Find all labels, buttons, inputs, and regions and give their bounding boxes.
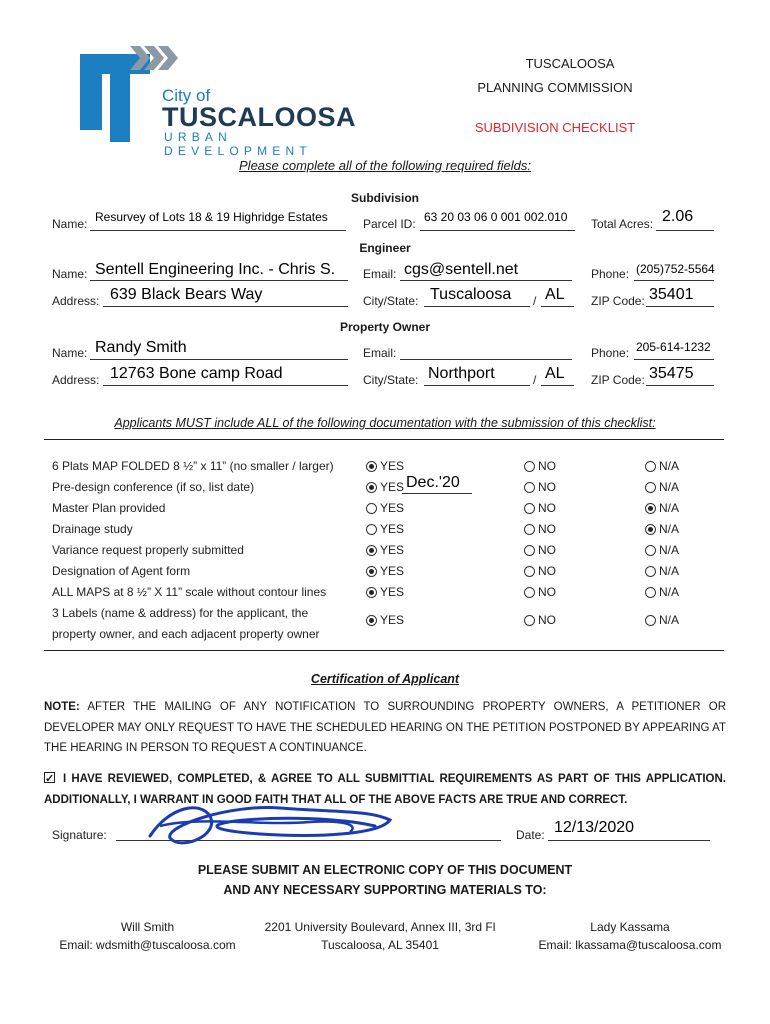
checklist-option-no[interactable] <box>524 501 556 515</box>
checklist-option-label: NO <box>538 501 556 515</box>
radio-button-icon[interactable] <box>366 482 377 493</box>
owner-city-line <box>424 385 530 386</box>
checklist-item-label <box>52 603 320 645</box>
radio-button-icon[interactable] <box>645 587 656 598</box>
owner-phone-line <box>634 359 714 360</box>
logo-tuscaloosa: TUSCALOOSA <box>162 102 356 132</box>
owner-address-field[interactable]: 12763 Bone camp Road <box>110 365 283 382</box>
checklist-option-label: N/A <box>659 459 680 473</box>
engineer-city-field[interactable]: Tuscaloosa <box>430 286 512 303</box>
engineer-name-label: Name: <box>52 267 88 281</box>
owner-address-label: Address: <box>52 373 100 387</box>
engineer-email-label: Email: <box>363 267 397 281</box>
owner-email-line <box>400 359 572 360</box>
checklist-option-yes[interactable] <box>366 613 404 627</box>
checklist-option-label: NO <box>538 613 556 627</box>
engineer-state-field[interactable]: AL <box>545 286 565 303</box>
engineer-zip-field[interactable]: 35401 <box>649 286 694 303</box>
checklist-option-no[interactable] <box>524 459 556 473</box>
checklist-option-label: NO <box>538 564 556 578</box>
checklist-item-text: 6 Plats MAP FOLDED 8 ½” x 11” (no smaller / larger) <box>52 459 334 473</box>
checklist-option-yes[interactable] <box>366 522 404 536</box>
checklist-item-text: ALL MAPS at 8 ½” X 11” scale without contour lines <box>52 585 327 599</box>
radio-button-icon[interactable] <box>366 587 377 598</box>
checklist-option-label: NO <box>538 459 556 473</box>
checklist-option-yes[interactable] <box>366 585 404 599</box>
engineer-city-line <box>424 306 530 307</box>
checklist-item-text: 3 Labels (name & address) for the applicant, the <box>52 606 309 620</box>
engineer-email-line <box>400 280 572 281</box>
checklist-item-text: Drainage study <box>52 522 133 536</box>
engineer-city-state-separator: / <box>533 294 537 308</box>
owner-city-label: City/State: <box>363 373 419 387</box>
checklist-item-label <box>52 561 190 582</box>
owner-heading: Property Owner <box>339 320 431 334</box>
note-text: AFTER THE MAILING OF ANY NOTIFICATION TO SURROUNDING PROPERTY OWNERS, A PETITIONER OR DEVELOPER MAY ONLY REQUEST TO HAVE THE SCHEDULED HEARING ON THE PETITION POSTPONED BY APPEARING AT THE HEARING IN PERSON TO REQUEST A CONTINUANCE. <box>44 701 726 754</box>
checklist-option-label: N/A <box>659 501 680 515</box>
agreement-text: I HAVE REVIEWED, COMPLETED, & AGREE TO ALL SUBMITTIAL REQUIREMENTS AS PART OF THIS APPLICATION. ADDITIONALLY, I WARRANT IN GOOD FAITH THAT ALL OF THE ABOVE FACTS ARE TRUE AND CORRECT. <box>44 773 726 806</box>
engineer-zip-label: ZIP Code: <box>591 294 645 308</box>
owner-city-state-separator: / <box>533 373 537 387</box>
checklist-option-na[interactable] <box>645 585 679 599</box>
checklist-option-label: NO <box>538 480 556 494</box>
engineer-name-line <box>90 280 348 281</box>
checklist-note-line <box>402 493 472 494</box>
engineer-address-field[interactable]: 639 Black Bears Way <box>110 286 263 303</box>
city-logo <box>78 44 368 158</box>
radio-button-icon[interactable] <box>366 503 377 514</box>
engineer-state-line <box>541 306 574 307</box>
date-field[interactable]: 12/13/2020 <box>554 819 635 836</box>
checklist-option-na[interactable] <box>645 501 679 515</box>
checklist-item-label <box>52 582 326 603</box>
checklist-heading: Applicants MUST include ALL of the following documentation with the submission of this checklist: <box>114 416 656 430</box>
radio-button-icon[interactable] <box>645 482 656 493</box>
contact-left <box>40 918 255 954</box>
checklist-option-label: YES <box>380 613 405 627</box>
checklist-note-field[interactable]: Dec.'20 <box>406 474 460 491</box>
radio-button-icon[interactable] <box>366 461 377 472</box>
org-subname: PLANNING COMMISSION <box>477 80 633 95</box>
checklist-item-text: Designation of Agent form <box>52 564 191 578</box>
checklist-item-label <box>52 456 334 477</box>
checklist-item-label <box>52 519 133 540</box>
radio-button-icon[interactable] <box>524 615 535 626</box>
logo-city-of: City of <box>162 86 211 105</box>
agreement-checkbox[interactable] <box>44 772 55 783</box>
owner-zip-label: ZIP Code: <box>591 373 645 387</box>
checklist-item-text: Pre-design conference (if so, list date) <box>52 480 255 494</box>
checklist-option-label: YES <box>380 501 405 515</box>
checklist-option-label: YES <box>380 459 405 473</box>
checklist-option-na[interactable] <box>645 459 679 473</box>
checklist-option-label: YES <box>380 543 405 557</box>
subdivision-name-field[interactable]: Resurvey of Lots 18 & 19 Highridge Estates <box>95 210 328 224</box>
checklist-item-text-continued: property owner, and each adjacent property owner <box>52 627 320 641</box>
engineer-name-field[interactable]: Sentell Engineering Inc. - Chris S. <box>95 261 336 278</box>
radio-button-icon[interactable] <box>645 461 656 472</box>
checklist-option-label: N/A <box>659 564 680 578</box>
checklist-option-no[interactable] <box>524 564 556 578</box>
engineer-heading: Engineer <box>359 241 411 255</box>
signature-scribble[interactable] <box>140 796 400 856</box>
date-line <box>548 840 710 841</box>
checkmark-icon: ✓ <box>45 773 55 785</box>
engineer-address-label: Address: <box>52 294 100 308</box>
checklist-option-label: YES <box>380 480 405 494</box>
checklist-option-label: N/A <box>659 585 680 599</box>
radio-button-icon[interactable] <box>524 524 535 535</box>
owner-name-label: Name: <box>52 346 88 360</box>
checklist-option-label: N/A <box>659 613 680 627</box>
contact-right-email[interactable]: Email: lkassama@tuscaloosa.com <box>538 938 722 952</box>
subdivision-name-label: Name: <box>52 217 88 231</box>
total-acres-field[interactable]: 2.06 <box>662 208 694 225</box>
contact-center <box>250 918 510 954</box>
radio-button-icon[interactable] <box>645 615 656 626</box>
checklist-option-label: YES <box>380 564 405 578</box>
engineer-email-field[interactable]: cgs@sentell.net <box>404 261 519 278</box>
checklist-bottom-rule <box>44 650 724 651</box>
checklist-item-label <box>52 498 165 519</box>
radio-button-icon[interactable] <box>366 545 377 556</box>
radio-button-icon[interactable] <box>645 503 656 514</box>
checklist-option-no[interactable] <box>524 613 556 627</box>
engineer-city-label: City/State: <box>363 294 419 308</box>
checklist-top-rule <box>44 439 724 440</box>
certification-heading: Certification of Applicant <box>310 672 460 686</box>
owner-address-line <box>103 385 348 386</box>
checklist-option-label: NO <box>538 543 556 557</box>
total-acres-line <box>656 230 714 231</box>
owner-name-field[interactable]: Randy Smith <box>95 339 187 356</box>
engineer-phone-field[interactable]: (205)752-5564 <box>636 262 715 276</box>
parcel-id-line <box>420 230 575 231</box>
checklist-option-label: NO <box>538 522 556 536</box>
radio-button-icon[interactable] <box>524 566 535 577</box>
checklist-option-label: N/A <box>659 522 680 536</box>
checklist-option-label: N/A <box>659 543 680 557</box>
contact-right-name: Lady Kassama <box>590 920 670 934</box>
checklist-option-yes[interactable] <box>366 564 404 578</box>
owner-email-label: Email: <box>363 346 397 360</box>
checklist-option-label: NO <box>538 585 556 599</box>
owner-phone-label: Phone: <box>591 346 630 360</box>
contact-left-name: Will Smith <box>120 920 175 934</box>
engineer-zip-line <box>646 306 714 307</box>
engineer-phone-line <box>634 280 714 281</box>
subdivision-name-line <box>90 230 346 231</box>
checklist-option-na[interactable] <box>645 480 679 494</box>
signature-label: Signature: <box>52 828 107 842</box>
radio-button-icon[interactable] <box>524 545 535 556</box>
owner-state-field[interactable]: AL <box>545 365 565 382</box>
checklist-option-yes[interactable] <box>366 459 404 473</box>
parcel-id-label: Parcel ID: <box>363 217 416 231</box>
checklist-option-label: YES <box>380 522 405 536</box>
checklist-item-label <box>52 477 254 498</box>
owner-state-line <box>541 385 574 386</box>
owner-phone-field[interactable]: 205-614-1232 <box>636 340 711 354</box>
checklist-option-na[interactable] <box>645 522 679 536</box>
contact-right <box>515 918 745 954</box>
org-name: TUSCALOOSA <box>525 56 615 71</box>
checklist-option-yes[interactable] <box>366 501 404 515</box>
checklist-option-no[interactable] <box>524 585 556 599</box>
checklist-option-yes[interactable] <box>366 480 404 494</box>
radio-button-icon[interactable] <box>524 503 535 514</box>
owner-name-line <box>90 359 348 360</box>
checklist-option-na[interactable] <box>645 613 679 627</box>
radio-button-icon[interactable] <box>366 524 377 535</box>
checklist-option-no[interactable] <box>524 522 556 536</box>
subdivision-heading: Subdivision <box>350 191 419 205</box>
radio-button-icon[interactable] <box>366 566 377 577</box>
checklist-option-no[interactable] <box>524 543 556 557</box>
engineer-phone-label: Phone: <box>591 267 630 281</box>
parcel-id-field[interactable]: 63 20 03 06 0 001 002.010 <box>424 210 568 224</box>
checklist-option-na[interactable] <box>645 543 679 557</box>
radio-button-icon[interactable] <box>366 615 377 626</box>
radio-button-icon[interactable] <box>524 482 535 493</box>
contact-left-email[interactable]: Email: wdsmith@tuscaloosa.com <box>59 938 236 952</box>
radio-button-icon[interactable] <box>524 461 535 472</box>
checklist-option-yes[interactable] <box>366 543 404 557</box>
checklist-option-label: N/A <box>659 480 680 494</box>
engineer-address-line <box>103 306 348 307</box>
certification-note <box>44 697 726 759</box>
checklist-option-na[interactable] <box>645 564 679 578</box>
owner-zip-field[interactable]: 35475 <box>649 365 694 382</box>
date-label: Date: <box>516 828 545 842</box>
checklist-option-no[interactable] <box>524 480 556 494</box>
checklist-item-text: Variance request properly submitted <box>52 543 244 557</box>
radio-button-icon[interactable] <box>524 587 535 598</box>
owner-city-field[interactable]: Northport <box>428 365 495 382</box>
checklist-item-label <box>52 540 244 561</box>
document-title: SUBDIVISION CHECKLIST <box>474 120 636 135</box>
radio-button-icon[interactable] <box>645 524 656 535</box>
total-acres-label: Total Acres: <box>591 217 654 231</box>
instructions: Please complete all of the following required fields: <box>239 158 531 173</box>
submit-line-2: AND ANY NECESSARY SUPPORTING MATERIALS TO: <box>223 883 547 897</box>
radio-button-icon[interactable] <box>645 545 656 556</box>
logo-urban-development: URBAN DEVELOPMENT <box>164 130 312 158</box>
checklist-option-label: YES <box>380 585 405 599</box>
checklist-item-text: Master Plan provided <box>52 501 166 515</box>
radio-button-icon[interactable] <box>645 566 656 577</box>
contact-center-address: 2201 University Boulevard, Annex III, 3rd Fl <box>264 920 496 934</box>
note-label: NOTE: <box>44 701 80 713</box>
owner-zip-line <box>646 385 714 386</box>
contact-center-city: Tuscaloosa, AL 35401 <box>321 938 439 952</box>
submit-line-1: PLEASE SUBMIT AN ELECTRONIC COPY OF THIS DOCUMENT <box>197 863 573 877</box>
